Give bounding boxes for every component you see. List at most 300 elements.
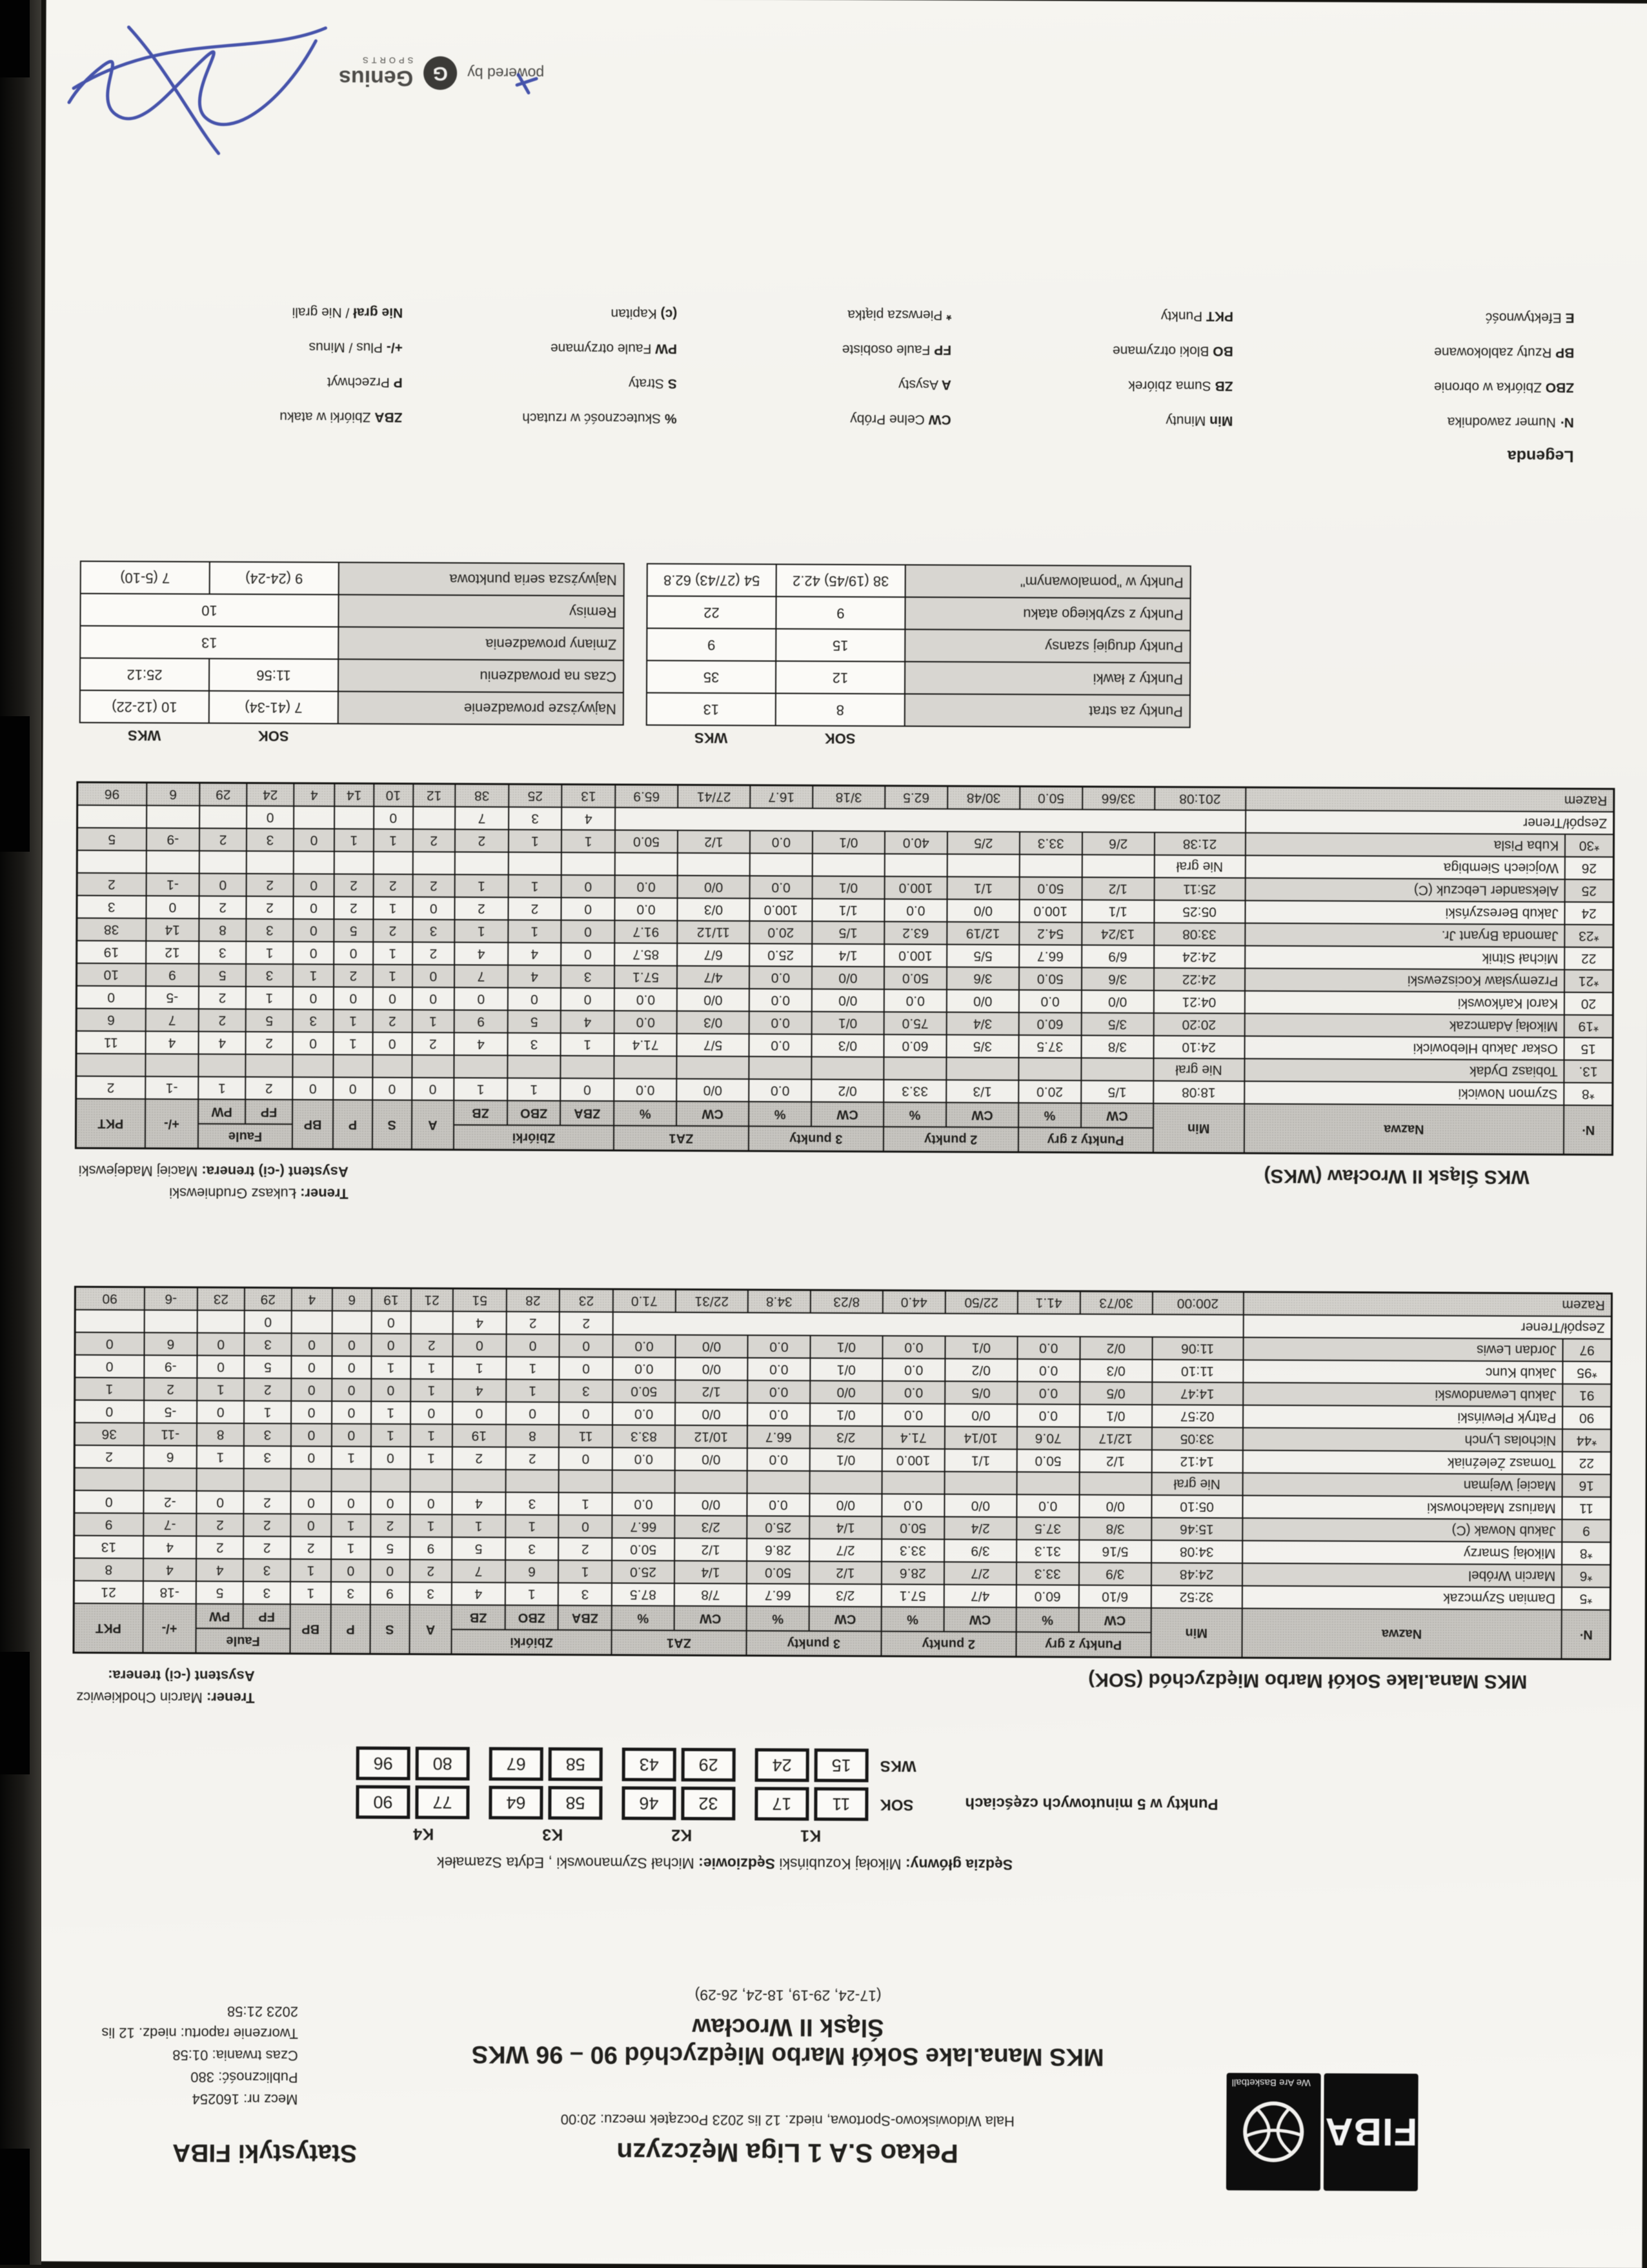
stat-cell: 29 — [245, 1287, 292, 1310]
stat-cell — [199, 806, 247, 828]
stat-cell — [412, 852, 455, 874]
stat-cell: 25.0 — [747, 1516, 809, 1538]
stat-cell: 33.3 — [884, 1079, 946, 1102]
stat-cell: 2 — [455, 897, 509, 919]
stat-cell: 1 — [334, 1032, 373, 1055]
legend-entry: N· Numer zawodnika — [1447, 414, 1574, 430]
stat-cell: Jakub Nowak (C) — [1242, 1518, 1562, 1542]
stat-cell: 2 — [334, 897, 373, 919]
stat-cell: 1 — [371, 1424, 410, 1447]
stat-cell — [676, 1056, 749, 1079]
stat-cell: Michał Sitnik — [1245, 946, 1565, 970]
column-header: ZA1 — [614, 1125, 749, 1150]
stat-cell: 11 — [559, 1425, 612, 1447]
summary-value-wks: 10 (12-22) — [80, 690, 209, 723]
stat-cell: 1 — [505, 1583, 559, 1605]
assistant-line: Asystent (-ci) trenera: Maciej Madejewski — [78, 1162, 349, 1180]
stat-cell: 0/1 — [810, 1358, 882, 1381]
stat-cell: 71.0 — [613, 1289, 676, 1312]
stat-cell: *8 — [1562, 1542, 1610, 1565]
stat-cell: 0.0 — [1019, 990, 1082, 1012]
stat-cell — [144, 1310, 197, 1332]
column-header: Nazwa — [1242, 1609, 1562, 1660]
score-box: 77 — [415, 1785, 469, 1819]
stat-cell: 0 — [197, 1333, 245, 1356]
stat-cell — [1079, 1472, 1151, 1495]
stat-cell: 2 — [77, 873, 146, 896]
stat-cell — [885, 854, 947, 876]
stat-cell: 1 — [412, 1010, 454, 1032]
stat-cell: 2 — [412, 1032, 454, 1055]
stat-cell: 0.0 — [747, 1380, 810, 1403]
stat-cell: 75.0 — [884, 1012, 946, 1034]
stat-cell: 23 — [197, 1287, 245, 1310]
stat-cell: 1/4 — [809, 1516, 882, 1539]
stat-cell: 19 — [452, 1424, 506, 1447]
fiba-logo-text: FIBA — [1324, 2110, 1418, 2154]
stat-cell — [294, 806, 334, 828]
stat-cell: 4 — [452, 1379, 506, 1401]
stat-cell: 0.0 — [747, 1403, 810, 1425]
stat-cell: 11:10 — [1152, 1360, 1243, 1383]
stat-cell: 1 — [246, 987, 293, 1009]
stat-cell — [332, 1311, 372, 1334]
stat-cell: 66.7 — [747, 1583, 809, 1606]
stat-cell: 1 — [293, 964, 334, 987]
stat-cell: 3/8 — [1081, 1036, 1153, 1058]
stat-cell: 0 — [561, 1078, 614, 1101]
summary-row — [647, 628, 1190, 663]
stat-cell: 3 — [246, 919, 293, 941]
summary-row — [81, 561, 624, 596]
stat-cell: 100.0 — [1019, 899, 1082, 922]
quarter-header: K3 — [542, 1825, 563, 1844]
column-header: Zbiórki — [452, 1629, 612, 1655]
stat-cell: 5 — [244, 1356, 291, 1378]
stat-cell: 0 — [293, 874, 334, 896]
stat-cell — [505, 1470, 559, 1492]
column-header: CW — [946, 1103, 1018, 1127]
stat-cell: 1 — [331, 1537, 370, 1560]
legend-entry: PKT Punkty — [1160, 308, 1234, 324]
stat-cell: 10/12 — [675, 1425, 747, 1448]
stat-cell: 0.0 — [749, 1079, 811, 1101]
summary-label: Zmiany prowadzenia — [338, 627, 623, 661]
stat-cell — [292, 1310, 332, 1333]
summary-tables — [77, 561, 1616, 753]
stat-cell: 1 — [410, 1447, 452, 1469]
stat-cell: 1 — [374, 829, 413, 852]
stat-cell: -6 — [144, 1287, 197, 1310]
summary-col-header: WKS — [127, 727, 161, 744]
stat-cell: 0/1 — [810, 1449, 882, 1471]
stat-cell: 0 — [75, 1355, 144, 1378]
stat-cell: 1 — [410, 1356, 453, 1379]
stat-cell: 4 — [508, 965, 561, 988]
stat-cell: 0.0 — [1017, 1359, 1080, 1381]
stat-cell: 28.6 — [747, 1538, 809, 1561]
summary-row — [647, 693, 1190, 728]
stat-cell: 2 — [558, 1538, 612, 1560]
stat-cell: 0 — [332, 1379, 371, 1401]
summary-label: Punkty z ławki — [905, 661, 1190, 695]
stat-cell: 4 — [452, 1582, 505, 1605]
stat-cell: 0/3 — [677, 1011, 749, 1034]
stat-cell: 2 — [370, 1514, 410, 1537]
stat-cell: 50.0 — [1020, 787, 1082, 810]
stat-cell: 0 — [374, 807, 413, 829]
stat-cell: 201:08 — [1155, 787, 1246, 810]
stat-cell — [147, 805, 200, 828]
stat-cell: 1/2 — [675, 1380, 747, 1403]
legend-entry: CW Celne Próby — [850, 412, 951, 427]
stat-cell — [612, 1470, 675, 1492]
stat-cell: 12/17 — [1080, 1427, 1152, 1450]
stat-cell: 1 — [455, 874, 509, 897]
score-box: 24 — [755, 1748, 809, 1781]
score-box: 58 — [548, 1786, 602, 1820]
stat-cell: 22/50 — [945, 1290, 1018, 1314]
stat-cell: 0 — [370, 1560, 410, 1582]
score-box: 67 — [489, 1747, 543, 1781]
stat-cell: 0 — [334, 987, 373, 1010]
stat-cell: *8 — [1564, 1083, 1612, 1105]
stat-cell: 2/7 — [809, 1539, 882, 1561]
stat-cell: 0.0 — [750, 830, 813, 853]
stat-cell: 20.0 — [749, 921, 812, 943]
stat-cell: 1 — [373, 897, 412, 919]
summary-row — [80, 594, 623, 628]
stat-cell: 5/16 — [1079, 1540, 1151, 1563]
stat-cell: 0/3 — [678, 898, 750, 921]
stat-cell: 3 — [560, 1380, 613, 1402]
summary-value-wks: 7 (5-10) — [81, 561, 210, 594]
legend — [78, 303, 1617, 465]
stat-cell: 6 — [147, 783, 200, 806]
stat-cell: 2 — [508, 898, 561, 920]
stat-cell: 3/4 — [947, 1012, 1019, 1035]
stat-cell: Nicholas Lynch — [1242, 1428, 1562, 1452]
column-header: ZBO — [505, 1605, 558, 1630]
column-header: 3 punkty — [746, 1631, 881, 1656]
stat-cell — [197, 1469, 244, 1491]
stat-cell: 0 — [293, 919, 334, 941]
stat-cell: Zespół/Trener — [1243, 1315, 1612, 1339]
stat-cell — [561, 852, 615, 875]
stat-cell: 2/4 — [944, 1517, 1016, 1540]
legend-entry: % Skuteczność w rzutach — [522, 410, 677, 426]
stat-cell: 14:47 — [1152, 1382, 1243, 1405]
column-header: CW — [944, 1607, 1016, 1632]
stat-cell: 20:20 — [1153, 1013, 1244, 1036]
coach-line: Trener: Łukasz Grudniewski — [169, 1185, 349, 1202]
stat-cell: 15:46 — [1151, 1518, 1242, 1541]
stat-cell: 0.0 — [614, 1078, 676, 1101]
stat-cell: 2 — [505, 1447, 559, 1470]
stat-cell: 0 — [197, 1491, 244, 1514]
stat-cell: 0/5 — [1080, 1382, 1152, 1405]
team-section — [72, 1286, 1613, 1714]
summary-value-wks: 54 (27/43) 62.8 — [647, 564, 776, 597]
stat-cell — [294, 851, 334, 874]
stat-cell: 1/3 — [946, 1080, 1018, 1103]
stat-cell: 2/3 — [809, 1584, 882, 1607]
stat-cell: 9 — [1562, 1520, 1610, 1542]
team-code: SOK — [880, 1796, 914, 1814]
stat-cell: Nie grał — [1154, 855, 1245, 878]
stat-cell: 0/0 — [947, 899, 1019, 922]
score-box: 11 — [814, 1787, 868, 1821]
stat-cell: 3 — [199, 941, 246, 964]
quarter-pair — [750, 1748, 869, 1782]
summary-value-sok: 7 (41-34) — [209, 691, 338, 724]
legend-entry: ZBO Zbiórka w obronie — [1433, 379, 1575, 395]
score-box: 32 — [681, 1787, 735, 1820]
venue-line: Hala Widowiskowo-Sportowa, niedz. 12 lis 2023 Początek meczu: 20:00 — [560, 2111, 1015, 2130]
stat-cell: 9 — [410, 1537, 452, 1560]
summary-value: 13 — [80, 626, 338, 659]
stat-cell: Mikołaj Smarzy — [1242, 1541, 1562, 1565]
summary-row — [647, 564, 1191, 599]
stat-cell: 6/7 — [677, 943, 749, 966]
stat-cell — [244, 1469, 291, 1491]
score-box: 90 — [356, 1785, 410, 1819]
stat-cell: 96 — [77, 782, 147, 805]
team-staff — [79, 1159, 349, 1205]
stat-cell: 1 — [197, 1446, 244, 1469]
stat-cell: 1 — [505, 1515, 559, 1538]
stat-cell: 1 — [371, 1356, 410, 1379]
quarter-scores-table — [336, 1747, 936, 1845]
column-header: ZA1 — [611, 1630, 746, 1655]
stat-cell: 0/5 — [945, 1381, 1017, 1404]
stat-cell: Jakub Lewandowski — [1243, 1383, 1563, 1407]
score-box: 46 — [621, 1787, 676, 1820]
column-header: S — [370, 1605, 409, 1654]
stat-cell: 4 — [196, 1559, 243, 1581]
stat-cell: 0 — [332, 1424, 371, 1447]
stat-cell: 34.8 — [748, 1290, 811, 1313]
stat-cell: 3 — [561, 965, 614, 988]
stat-cell: -2 — [143, 1490, 197, 1513]
column-header: +/- — [143, 1603, 196, 1653]
stat-cell: 6 — [332, 1288, 372, 1311]
stat-cell: 12 — [413, 784, 456, 807]
stat-cell — [372, 1055, 412, 1078]
stat-cell: 0 — [561, 875, 615, 898]
stat-cell: 85.7 — [614, 943, 677, 965]
stat-cell: 41.1 — [1017, 1291, 1080, 1314]
stat-cell — [455, 852, 509, 874]
column-header: CW — [674, 1606, 747, 1631]
summary-row — [80, 690, 623, 725]
stat-cell: 3/8 — [1079, 1518, 1151, 1540]
stat-cell: 38 — [455, 784, 509, 807]
stat-cell: 2 — [196, 1514, 243, 1536]
stat-cell: 83.3 — [612, 1425, 675, 1447]
legend-entry: ZBA Zbiórki w ataku — [279, 409, 403, 425]
stat-cell: 28.6 — [882, 1561, 944, 1584]
stat-cell: *6 — [1562, 1565, 1610, 1587]
quarter-pair — [616, 1786, 735, 1820]
summary-label: Czas na prowadzeniu — [338, 659, 623, 693]
stat-cell: 13 — [74, 1536, 143, 1558]
column-header: 2 punkty — [881, 1631, 1016, 1656]
stat-cell: 14 — [146, 918, 199, 941]
stat-cell: 0.0 — [747, 1335, 810, 1358]
summary-value-wks: 13 — [647, 693, 776, 726]
stat-cell: 33.3 — [882, 1539, 944, 1561]
column-header: PKT — [76, 1099, 145, 1149]
stat-cell: 27/41 — [678, 785, 750, 808]
stat-cell: Tobiasz Dydak — [1244, 1059, 1564, 1083]
legend-entry: +/- Plus / Minus — [308, 339, 403, 356]
stat-cell: 6 — [505, 1560, 559, 1583]
scanner-edge — [0, 0, 41, 2265]
stat-cell: 9 — [74, 1513, 143, 1536]
stat-cell: 4 — [454, 1032, 508, 1055]
stat-cell: 0 — [331, 1560, 370, 1582]
stat-cell: 22 — [1564, 947, 1613, 970]
stat-cell: 0/2 — [945, 1359, 1017, 1381]
legend-entry: * Pierwsza piątka — [847, 307, 952, 323]
score-box: 80 — [416, 1747, 470, 1780]
stat-cell: 2 — [243, 1536, 290, 1559]
stat-cell: Maciej Wejman — [1242, 1473, 1562, 1497]
stat-cell: 3 — [244, 1446, 291, 1469]
stat-cell — [74, 1468, 143, 1490]
stat-cell: 50.0 — [747, 1561, 809, 1583]
powered-by-label: powered by — [467, 65, 545, 83]
stat-cell: 0 — [290, 1491, 331, 1514]
stat-cell: 0 — [292, 1077, 333, 1099]
stat-cell: 5/5 — [947, 945, 1019, 967]
stat-cell: 0 — [146, 896, 199, 918]
summary-value-wks: 25:12 — [80, 658, 209, 691]
stat-cell: 6 — [143, 1445, 197, 1468]
stat-cell — [811, 1057, 884, 1079]
stat-cell: 0.0 — [882, 1358, 945, 1381]
stat-cell: 0 — [290, 1514, 331, 1536]
stat-cell: 3 — [412, 919, 455, 942]
stat-cell: 0.0 — [612, 1447, 675, 1470]
stat-cell — [410, 1311, 453, 1334]
stat-cell: 0 — [332, 1334, 372, 1356]
stat-cell: 0 — [197, 1356, 244, 1378]
stat-cell: 1 — [561, 830, 615, 852]
stat-cell: 0 — [291, 1378, 332, 1401]
column-header: CW — [676, 1101, 749, 1126]
stat-cell: 0 — [373, 987, 412, 1010]
stat-cell: 0/2 — [1080, 1337, 1152, 1360]
stat-cell: 3 — [247, 828, 294, 851]
stat-cell: 0 — [74, 1490, 143, 1513]
stat-cell: 2 — [247, 874, 294, 896]
column-header: CW — [1079, 1608, 1151, 1632]
legend-entry: Min Minuty — [1166, 413, 1233, 428]
stat-cell: 0 — [559, 1447, 612, 1470]
stat-cell: 3/5 — [1082, 1013, 1154, 1036]
stat-cell: 1 — [373, 965, 412, 987]
stat-cell: 2 — [199, 896, 247, 919]
stat-cell — [1019, 854, 1082, 877]
stat-cell: 0.0 — [1016, 1494, 1079, 1517]
column-header: 3 punkty — [749, 1126, 884, 1151]
stat-cell — [410, 1469, 452, 1492]
column-header: BP — [292, 1099, 333, 1149]
team-name: WKS Śląsk II Wrocław (WKS) — [1264, 1165, 1530, 1188]
stat-cell: 0 — [197, 1401, 244, 1423]
stat-cell: 0 — [75, 1400, 144, 1423]
stat-cell: 0/3 — [812, 1034, 884, 1057]
stat-cell: 4/7 — [944, 1585, 1016, 1607]
stat-cell: 2 — [334, 965, 373, 987]
stat-cell: Szymon Nowicki — [1244, 1081, 1564, 1105]
stat-cell: 1 — [559, 1492, 612, 1515]
summary-row — [80, 658, 623, 693]
quarter-pair — [483, 1786, 602, 1820]
stat-cell: 50.0 — [884, 967, 947, 989]
quarter-pair — [351, 1747, 470, 1781]
stat-cell: 16 — [1562, 1474, 1611, 1497]
stat-cell: 70.6 — [1017, 1427, 1080, 1449]
stat-cell: 1 — [561, 1033, 614, 1056]
quarter-header: K2 — [671, 1825, 692, 1844]
stat-cell: 0 — [76, 986, 145, 1009]
column-header: % — [749, 1101, 811, 1126]
column-header: % — [884, 1102, 946, 1127]
stat-cell — [1081, 1058, 1153, 1081]
stat-cell: 32:52 — [1151, 1585, 1242, 1609]
stat-cell: 3 — [246, 964, 293, 987]
stat-cell: 0 — [372, 1078, 412, 1100]
quarter-pair — [484, 1747, 603, 1781]
stat-cell: 0.0 — [612, 1492, 674, 1515]
stat-cell — [290, 1469, 331, 1491]
stat-cell: 1 — [410, 1514, 452, 1537]
stat-cell: 0/3 — [1080, 1360, 1152, 1382]
genius-logo-icon: G — [423, 56, 457, 90]
stat-cell: 1 — [198, 1077, 245, 1099]
stat-cell: 3 — [507, 1033, 561, 1056]
stat-cell: 1 — [454, 919, 508, 942]
score-line-2: Śląsk II Wrocław — [692, 2013, 884, 2042]
stat-cell: 2 — [372, 1010, 412, 1032]
stat-cell: 4 — [454, 942, 508, 965]
stat-cell: Damian Szymczak — [1242, 1586, 1562, 1610]
column-header: S — [372, 1100, 412, 1150]
stat-cell: 2 — [290, 1536, 331, 1559]
legend-entry: (c) Kapitan — [611, 306, 678, 321]
stat-cell: 0/0 — [678, 876, 750, 898]
stat-cell: Zespół/Trener — [1246, 810, 1614, 834]
stat-cell: 2 — [199, 828, 247, 851]
stat-cell: 0.0 — [615, 875, 678, 898]
stat-cell: 0.0 — [1017, 1381, 1080, 1404]
stat-cell: 5 — [77, 828, 146, 850]
stat-cell: -11 — [143, 1423, 197, 1445]
column-header: CW — [811, 1102, 884, 1127]
stat-cell — [199, 851, 247, 874]
stat-cell: 1 — [331, 1514, 370, 1537]
stat-cell: 1 — [508, 875, 561, 898]
stat-cell: -5 — [145, 986, 199, 1009]
stat-cell: -9 — [146, 828, 199, 850]
stat-cell: 1 — [509, 830, 562, 852]
stat-cell: 0 — [332, 1356, 371, 1379]
stat-cell — [374, 852, 413, 874]
stat-cell: Jakub Kunc — [1243, 1360, 1563, 1384]
